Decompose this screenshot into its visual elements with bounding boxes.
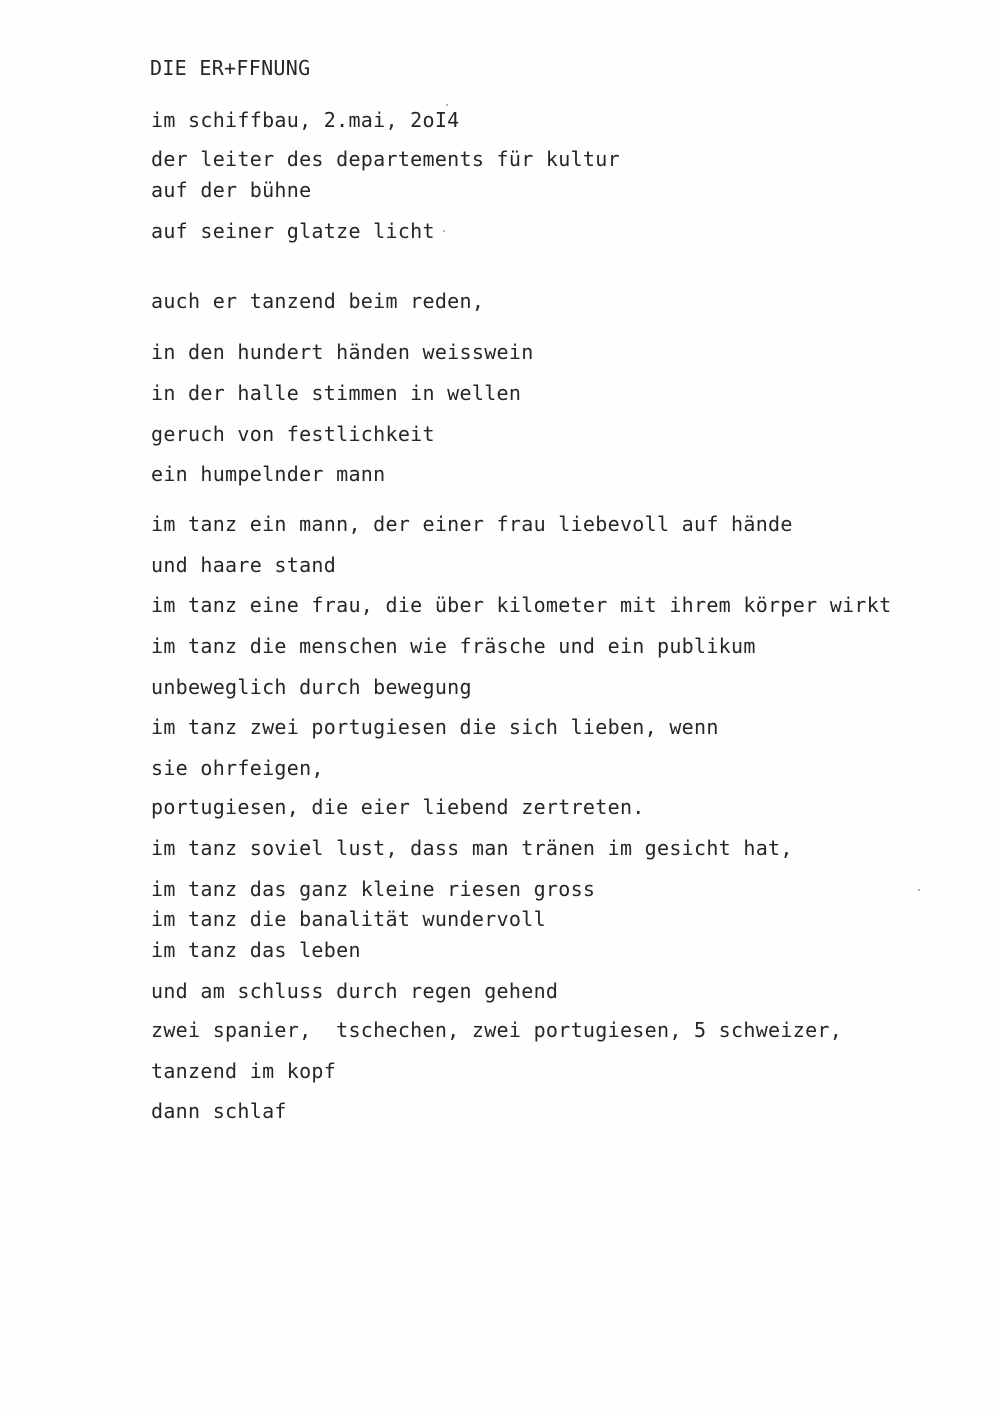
poem-title: DIE ER+FFNUNG	[150, 56, 311, 80]
poem-line: tanzend im kopf	[151, 1059, 337, 1083]
poem-line: auf seiner glatze licht	[151, 219, 435, 243]
poem-line: im tanz soviel lust, dass man tränen im gesicht hat,	[151, 836, 793, 860]
poem-line: ein humpelnder mann	[151, 462, 386, 486]
poem-line: und am schluss durch regen gehend	[151, 979, 559, 1003]
poem-line: und haare stand	[151, 553, 337, 577]
ink-speck	[443, 230, 445, 232]
poem-line: im tanz das leben	[151, 938, 361, 962]
poem-line: im tanz die menschen wie fräsche und ein publikum	[151, 634, 756, 658]
poem-line: zwei spanier, tschechen, zwei portugiesen, 5 schweizer,	[151, 1018, 843, 1042]
poem-line: auch er tanzend beim reden,	[151, 289, 485, 313]
poem-line: unbeweglich durch bewegung	[151, 675, 472, 699]
poem-line: im tanz ein mann, der einer frau liebevoll auf hände	[151, 512, 793, 536]
poem-line: im tanz zwei portugiesen die sich lieben, wenn	[151, 715, 719, 739]
poem-line-dateline: im schiffbau, 2.mai, 2oI4	[151, 108, 460, 132]
poem-line: im tanz eine frau, die über kilometer mit ihrem körper wirkt	[151, 593, 892, 617]
poem-line: in der halle stimmen in wellen	[151, 381, 522, 405]
ink-speck	[918, 889, 920, 891]
ink-speck	[446, 104, 448, 106]
poem-line: im tanz die banalität wundervoll	[151, 907, 546, 931]
poem-line: sie ohrfeigen,	[151, 756, 324, 780]
poem-line: der leiter des departements für kultur	[151, 147, 620, 171]
poem-line: dann schlaf	[151, 1099, 287, 1123]
poem-line: auf der bühne	[151, 178, 312, 202]
poem-line: portugiesen, die eier liebend zertreten.	[151, 795, 645, 819]
poem-line: geruch von festlichkeit	[151, 422, 435, 446]
poem-line: in den hundert händen weisswein	[151, 340, 534, 364]
poem-line: im tanz das ganz kleine riesen gross	[151, 877, 596, 901]
